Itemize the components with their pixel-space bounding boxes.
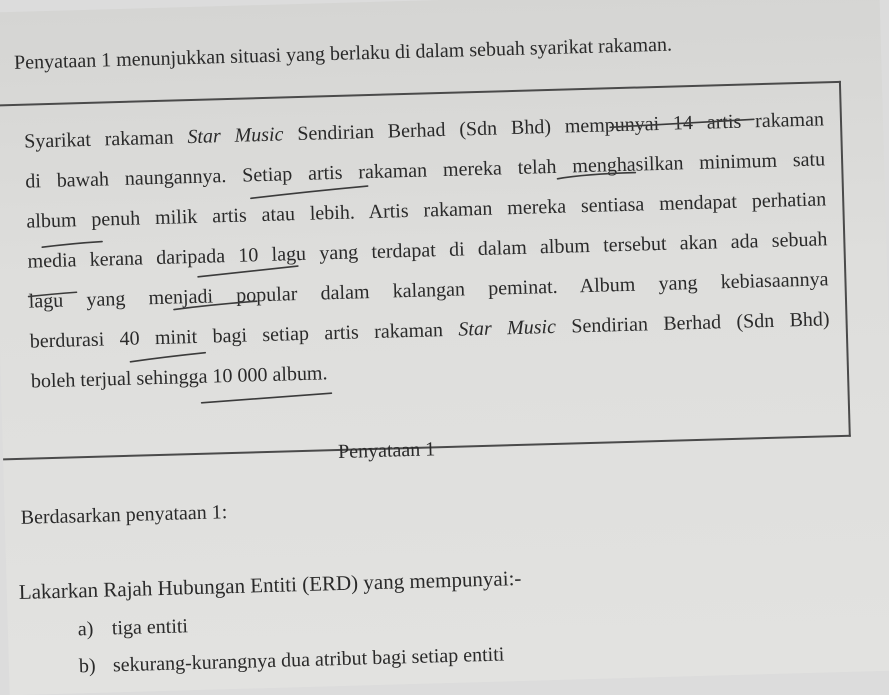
underline-10-lagu <box>198 266 298 277</box>
underline-popular <box>174 301 257 309</box>
requirement-b-label: b) <box>78 654 96 678</box>
requirement-b-text: sekurang-kurangnya dua atribut bagi setiap entiti <box>112 643 505 677</box>
requirement-a-text: tiga entiti <box>111 615 189 640</box>
passage-line-5-a: lagu yang menjadi popular dalam kalangan peminat. Album yang kebiasaannya <box>28 268 829 313</box>
passage-line-6-a: berdurasi 40 minit bagi setiap artis rakaman <box>29 318 459 353</box>
underline-lagu <box>29 292 77 296</box>
passage-line-1-b: Sendirian Berhad (Sdn Bhd) mempunyai 14 artis rakaman <box>283 108 825 146</box>
underline-14-artis <box>610 119 754 127</box>
passage-line-4-a: media kerana daripada 10 lagu yang terdapat di dalam album tersebut akan ada sebuah <box>27 228 828 273</box>
intro-text: Penyataan 1 menunjukkan situasi yang berlaku di dalam sebuah syarikat rakaman. <box>13 33 673 74</box>
underline-artis-rakaman <box>251 186 368 198</box>
underline-10000-album <box>201 393 331 403</box>
passage-line-6-italic: Star Music <box>458 315 557 341</box>
passage-line-3-a: album penuh milik artis atau lebih. Artis rakaman mereka sentiasa mendapat perhatian <box>26 188 827 233</box>
underline-album-penuh <box>42 242 102 248</box>
underline-menghasilkan <box>557 173 635 179</box>
question-instruction: Lakarkan Rajah Hubungan Entiti (ERD) yang mempunyai:- <box>18 565 522 604</box>
passage-line-6-b: Sendirian Berhad (Sdn Bhd) <box>555 308 830 338</box>
passage-line-2-a: di bawah naungannya. Setiap artis rakaman mereka telah menghasilkan minimum satu <box>25 148 826 193</box>
question-intro: Berdasarkan penyataan 1: <box>20 501 228 529</box>
passage-line-1-italic: Star Music <box>187 123 284 149</box>
statement-caption: Penyataan 1 <box>337 438 436 464</box>
requirement-a-label: a) <box>77 617 94 641</box>
underline-40-minit <box>130 353 205 362</box>
passage-line-1-a: Syarikat rakaman <box>23 126 188 153</box>
passage-line-7-a: boleh terjual sehingga 10 000 album. <box>30 362 328 393</box>
